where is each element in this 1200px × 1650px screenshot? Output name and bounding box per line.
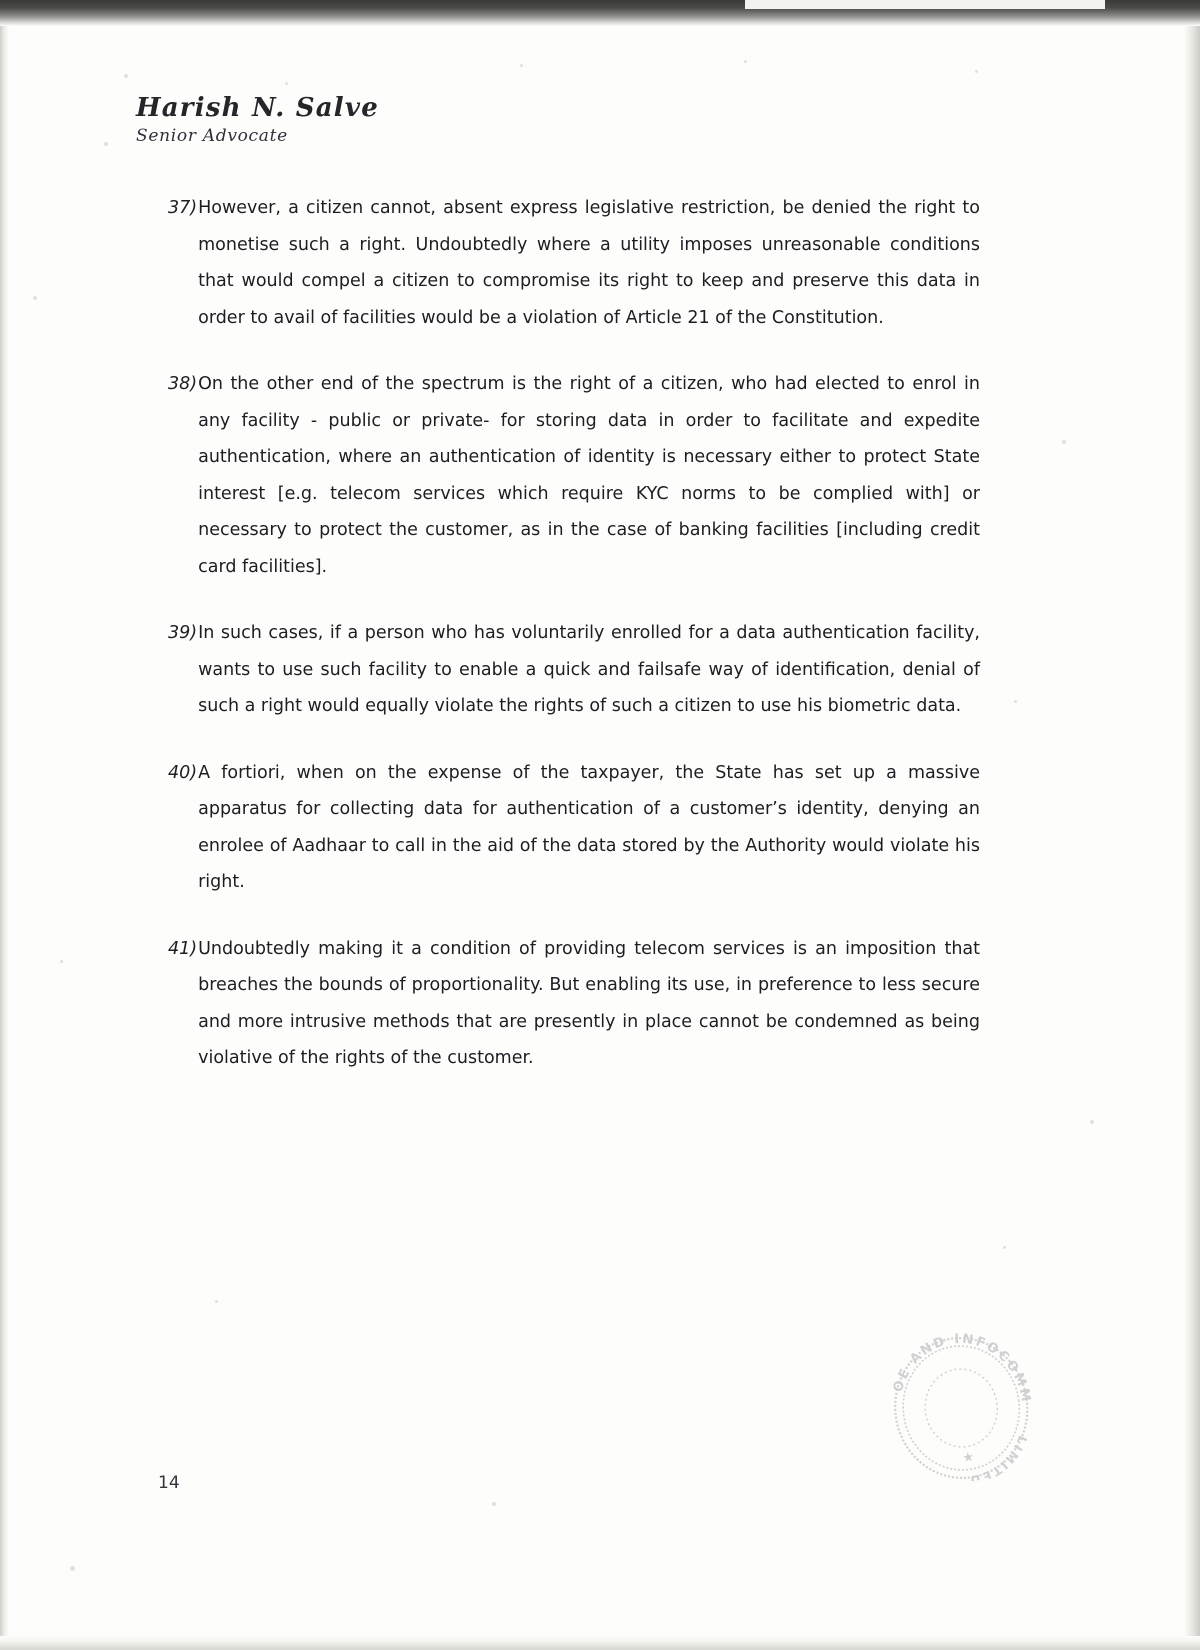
scan-speck bbox=[975, 70, 978, 73]
scan-speck bbox=[33, 296, 37, 300]
paragraph-41 bbox=[168, 931, 980, 1077]
scan-speck bbox=[285, 82, 288, 85]
stamp-outer-text: OE AND INFOCOMM bbox=[890, 1331, 1034, 1406]
scan-speck bbox=[60, 960, 63, 963]
paragraph-number-41: 41) bbox=[168, 938, 198, 959]
scan-speck bbox=[215, 1300, 218, 1303]
letterhead bbox=[136, 94, 636, 146]
scan-speck bbox=[70, 1566, 75, 1571]
scan-speck bbox=[520, 64, 523, 67]
svg-text:OE AND INFOCOMM bbox=[884, 1323, 1033, 1423]
paragraph-39 bbox=[168, 615, 980, 725]
scan-artifact-bottom-edge bbox=[0, 1636, 1200, 1650]
paragraph-40 bbox=[168, 755, 980, 901]
stamp-star-glyph: ★ bbox=[961, 1449, 976, 1467]
letterhead-title: Senior Advocate bbox=[136, 126, 288, 147]
page-number: 14 bbox=[158, 1473, 180, 1493]
paragraph-text-41: Undoubtedly making it a condition of providing telecom services is an imposition that breaches the bounds of proportionality. But enabling its use, in preference to less secure and more intrusive methods that are presently in place cannot be condemned as being violative of the rights of the customer. bbox=[198, 938, 980, 1068]
stamp-icon bbox=[878, 1321, 1044, 1492]
letterhead-name: Harish N. Salve bbox=[136, 93, 379, 123]
paragraph-38 bbox=[168, 366, 980, 585]
paragraph-37 bbox=[168, 190, 980, 336]
paragraph-number-38: 38) bbox=[168, 374, 198, 394]
scan-artifact-top-edge bbox=[0, 0, 1200, 26]
paragraph-number-39: 39) bbox=[168, 623, 198, 643]
paragraph-text-40: A fortiori, when on the expense of the taxpayer, the State has set up a massive apparatus for collecting data for authentication of a customer’s identity, denying an enrolee of Aadhaar to call in the aid of the data stored by the Authority would violate his right. bbox=[198, 762, 980, 892]
scan-speck bbox=[744, 60, 747, 63]
scan-artifact-left-edge bbox=[0, 26, 9, 1650]
scan-speck bbox=[1062, 440, 1066, 444]
paragraph-number-40: 40) bbox=[168, 762, 198, 783]
paragraph-number-37: 37) bbox=[168, 198, 198, 218]
rubber-stamp-seal bbox=[878, 1321, 1044, 1492]
paragraph-text-38: On the other end of the spectrum is the right of a citizen, who had elected to enrol in any facility - public or private- for storing data in order to facilitate and expedite authentication, where an authentication of identity is necessary either to protect State interest [e.g. telecom services which require KYC norms to be complied with] or necessary to protect the customer, as in the case of banking facilities [including credit card facilities]. bbox=[198, 374, 980, 577]
paragraph-text-39: In such cases, if a person who has voluntarily enrolled for a data authentication facility, wants to use such facility to enable a quick and failsafe way of identification, denial of such a right would equally violate the rights of such a citizen to use his biometric data. bbox=[198, 623, 980, 716]
scan-speck bbox=[1014, 700, 1017, 703]
scan-artifact-right-edge bbox=[1184, 26, 1200, 1650]
paragraph-text-37: However, a citizen cannot, absent express legislative restriction, be denied the right to monetise such a right. Undoubtedly where a utility imposes unreasonable conditions that would compel a citizen to compromise its right to keep and preserve this data in order to avail of facilities would be a violation of Article 21 of the Constitution. bbox=[198, 198, 980, 328]
document-body bbox=[168, 190, 980, 1077]
stamp-inner-text: LIMITED bbox=[967, 1433, 1030, 1488]
scan-speck bbox=[492, 1502, 496, 1506]
scan-speck bbox=[1003, 1246, 1006, 1249]
scan-speck bbox=[124, 74, 128, 78]
scan-speck bbox=[104, 142, 108, 146]
scan-speck bbox=[1090, 1120, 1094, 1124]
